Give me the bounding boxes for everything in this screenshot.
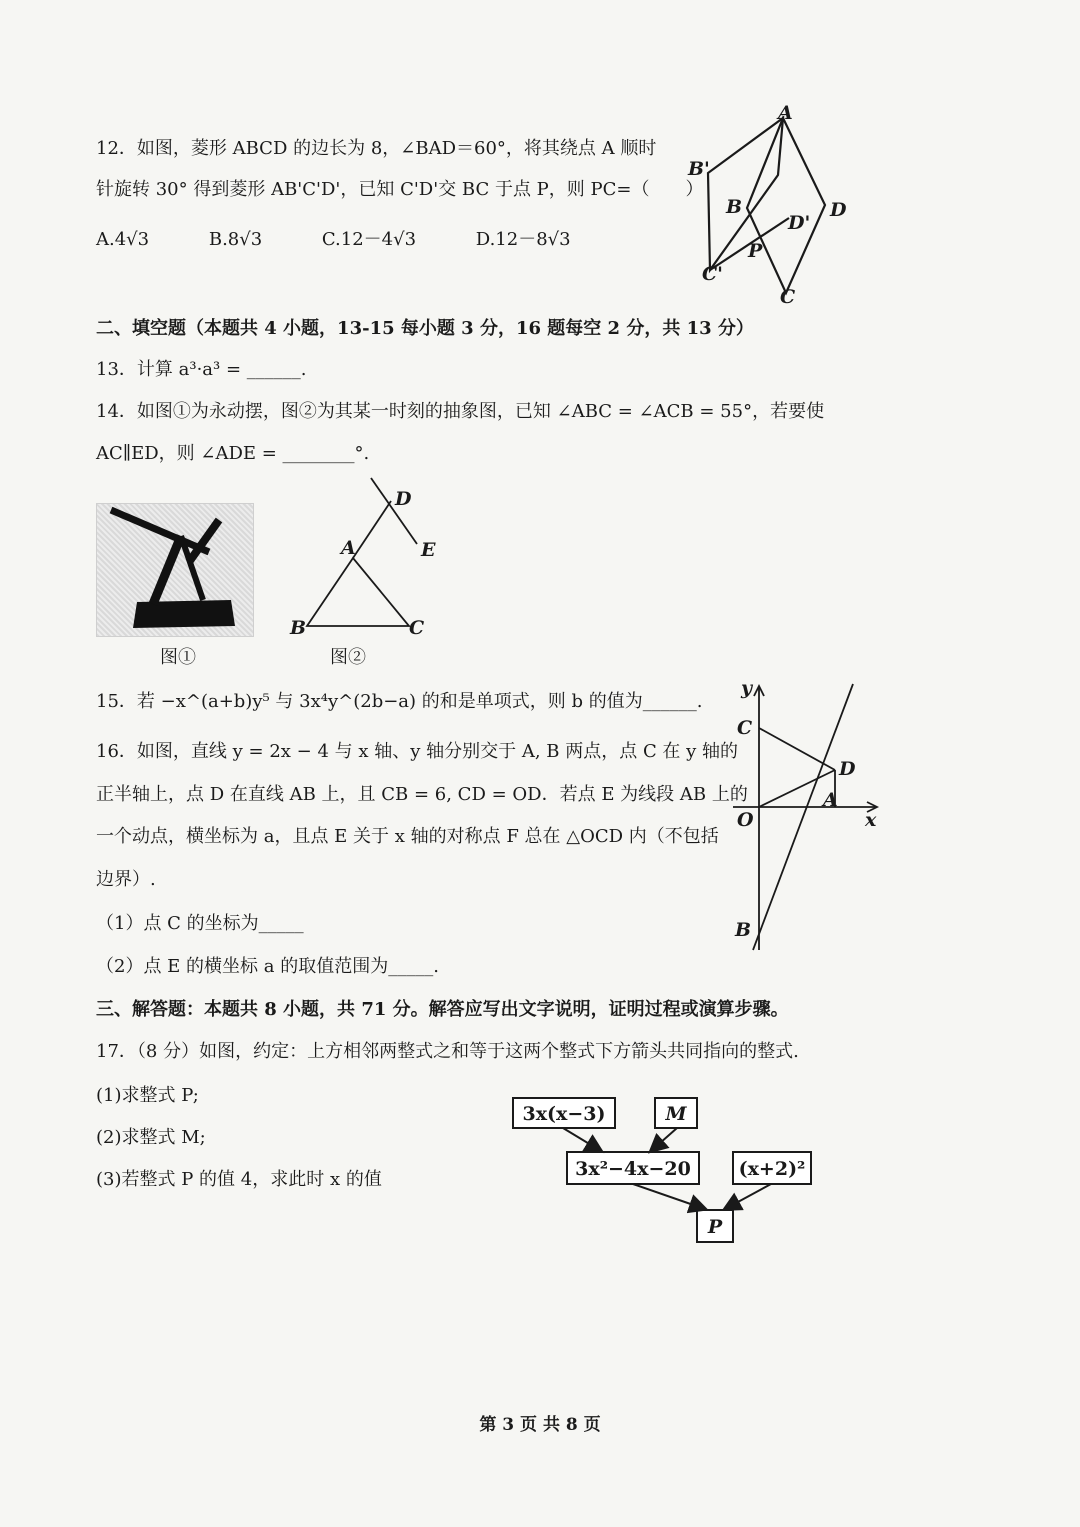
label-e: E — [421, 539, 436, 561]
label-b: B — [290, 617, 307, 639]
q16-line1: 16．如图，直线 y = 2x − 4 与 x 轴、y 轴分别交于 A, B 两点，点 C 在 y 轴的 — [96, 741, 739, 762]
label-c: C — [409, 617, 425, 639]
arrow-4 — [725, 1184, 771, 1209]
q12-option-b: B.8√3 — [208, 229, 263, 250]
q16-line4: 边界）. — [96, 869, 156, 890]
arrow-1 — [563, 1128, 601, 1151]
q16-coordinate-figure — [725, 677, 885, 960]
box-label-p: P — [707, 1216, 723, 1238]
box-label-3: 3x²−4x−20 — [575, 1158, 691, 1180]
q12-line2: 针旋转 30° 得到菱形 AB'C'D'，已知 C'D'交 BC 于点 P，则 PC=（ ） — [96, 179, 704, 200]
label-d: D — [395, 488, 412, 510]
segment-cd — [759, 728, 835, 770]
label-c: C — [780, 286, 796, 308]
box-label-1: 3x(x−3) — [522, 1103, 606, 1125]
segment-ad — [353, 501, 391, 558]
label-b-prime: B' — [688, 158, 710, 180]
box-label-m: M — [665, 1103, 687, 1125]
arrow-2 — [651, 1128, 677, 1151]
q12-rhombus-figure — [680, 102, 860, 308]
label-x: x — [865, 809, 877, 831]
label-y: y — [741, 677, 753, 699]
box-label-4: (x+2)² — [738, 1158, 806, 1180]
label-c-prime: C' — [702, 263, 723, 285]
q12-options — [96, 228, 625, 252]
q17-part1: (1)求整式 P; — [96, 1085, 199, 1106]
label-a: A — [778, 102, 793, 124]
q12-option-a: A.4√3 — [96, 229, 150, 250]
page-footer: 第 3 页 共 8 页 — [479, 1415, 601, 1435]
q17-box-diagram — [505, 1090, 825, 1250]
label-d: D — [830, 199, 847, 221]
label-o: O — [737, 809, 754, 831]
q15-text: 15．若 −x^(a+b)y⁵ 与 3x⁴y^(2b−a) 的和是单项式，则 b 的值为______. — [96, 691, 703, 712]
q17-part2: (2)求整式 M; — [96, 1127, 206, 1148]
q13-text: 13．计算 a³·a³ = ______. — [96, 359, 307, 380]
label-c: C — [737, 717, 753, 739]
label-p: P — [748, 240, 763, 262]
q17-part3: (3)若整式 P 的值 4，求此时 x 的值 — [96, 1169, 382, 1190]
q14-line1: 14．如图①为永动摆，图②为其某一时刻的抽象图，已知 ∠ABC = ∠ACB = 55°，若要使 — [96, 401, 825, 422]
fig1-caption: 图① — [160, 647, 196, 668]
rhombus-abcd — [747, 118, 825, 293]
q16-sub2: （2）点 E 的横坐标 a 的取值范围为_____. — [96, 956, 439, 977]
q12-option-c: C.12－4√3 — [321, 229, 417, 250]
section2-heading: 二、填空题（本题共 4 小题，13-15 每小题 3 分，16 题每空 2 分，共 13 分） — [96, 318, 754, 339]
fig2-caption: 图② — [330, 647, 366, 668]
section3-heading: 三、解答题：本题共 8 小题，共 71 分。解答应写出文字说明，证明过程或演算步骤。 — [96, 999, 789, 1020]
perpetual-pendulum-photo — [96, 503, 254, 637]
line-ab — [753, 684, 853, 950]
q12-line1: 12．如图，菱形 ABCD 的边长为 8，∠BAD＝60°，将其绕点 A 顺时 — [96, 138, 657, 159]
q16-line2: 正半轴上，点 D 在直线 AB 上，且 CB = 6, CD = OD．若点 E 为线段 AB 上的 — [96, 784, 748, 805]
triangle-abc — [307, 558, 409, 626]
q14-line2: AC∥ED，则 ∠ADE = ________°. — [96, 443, 370, 464]
q14-triangle-figure — [285, 470, 445, 640]
arrow-3 — [633, 1184, 705, 1209]
q17-intro: 17．（8 分）如图，约定：上方相邻两整式之和等于这两个整式下方箭头共同指向的整式. — [96, 1041, 799, 1062]
q16-sub1: （1）点 C 的坐标为_____ — [96, 913, 304, 934]
q12-option-d: D.12－8√3 — [475, 229, 571, 250]
label-d: D — [839, 758, 856, 780]
label-b: B — [726, 196, 743, 218]
label-a: A — [341, 537, 356, 559]
label-a: A — [823, 789, 838, 811]
label-b: B — [735, 919, 752, 941]
label-d-prime: D' — [788, 212, 811, 234]
q16-line3: 一个动点，横坐标为 a，且点 E 关于 x 轴的对称点 F 总在 △OCD 内（不包括 — [96, 826, 719, 847]
